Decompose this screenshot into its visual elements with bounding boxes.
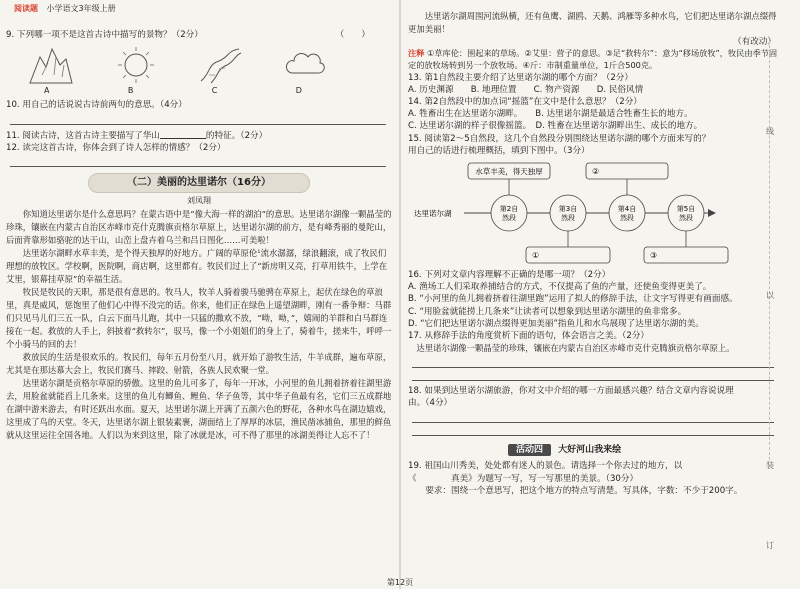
- activity-tag: 活动四: [508, 444, 551, 456]
- page-header: [14, 3, 116, 14]
- question-12: 12. 读完这首古诗，你体会到了诗人怎样的情感？（2分）: [6, 142, 226, 153]
- node-para-4: [609, 195, 645, 231]
- q10-answer-lines: [6, 112, 392, 125]
- q9-text: 9. 下列哪一项不是这首古诗中描写的景物？（2分）: [6, 30, 203, 40]
- q14-options-ab: A. 牲畜出生在达里诺尔湖畔。 B. 达里诺尔湖是最适合牲畜生长的地方。: [408, 109, 693, 120]
- q11-blank[interactable]: [160, 129, 206, 139]
- question-18: 18. 如果到达里诺尔湖旅游，你对文中介绍的哪一方面最感兴趣？结合文章内容说说理: [408, 386, 734, 397]
- option-d-label: D: [295, 86, 302, 96]
- river-icon: [197, 45, 243, 85]
- question-13: 13. 第1自然段主要介绍了达里诺尔湖的哪个方面？（2分）: [408, 72, 633, 83]
- q18-answer-lines: [408, 410, 780, 436]
- annotation-label: 注释: [408, 48, 425, 59]
- q9-option-images: [28, 45, 328, 85]
- passage-paragraph-2: 达里诺尔湖畔水草丰美，是个得天独厚的好地方。广阔的草原伦¹流水潺潺，绿浪翻滚，成了牧民们理想的放牧区。学校啊，医院啊，商店啊，这里都有。牧民们过上了“新房明又亮，打草用铁牛，上学在艾里，银幕挂草原”的幸福生活。: [6, 247, 388, 284]
- passage-paragraph-5: 达里诺尔湖是贡格尔草原的骄傲。这里的鱼儿可多了，每年一开冰，小河里的鱼儿拥着挤着往湖里游去，用脸盆就能舀上几条来。这里的鱼儿有鲫鱼、鲤鱼、华子鱼等，其中华子鱼最有名，它们三五成群地在湖中游来游去，有时还跃出水面。夏天，达里诺尔湖上开满了五颜六色的野花，各种水鸟在湖边嬉戏，这里成了鸟的天堂。冬天，达里诺尔湖上银装素裹，湖面结上了厚厚的冰层，渔民凿冰捕鱼，那里的鲜鱼就从这里运往全国各地。人们以为来到这里，除了冰就是冰，可不得了那里的冰湖美得让人忘不了！: [6, 377, 392, 440]
- q16-option-a: A. 渔场工人们采取养捕结合的方式，不仅提高了鱼的产量，还使鱼变得更美了。: [408, 282, 712, 293]
- q12-answer-lines: [6, 154, 392, 167]
- q13-options: A. 历史渊源 B. 地理位置 C. 物产资源 D. 民俗风情: [408, 84, 644, 95]
- top-box-1-text: 水草丰美，得天独厚: [475, 166, 543, 176]
- binding-mark-2: 以: [766, 291, 774, 300]
- mountain-icon: [28, 45, 74, 85]
- question-17: 17. 从修辞手法的角度赏析下面的语句，体会语言之美。（2分）: [408, 330, 650, 341]
- q15-mind-map: [408, 157, 780, 269]
- binding-line: [769, 40, 770, 460]
- passage-paragraph-3: 牧民是牧民的天职，那是很有意思的。牧马人，牧羊人骑着骏马驰骋在草原上，起伏在绿色的草浪里，真是威风，惩饱里了他们心中得不没完的话。你来，他们正在绿色上遥望湖畔，刚有一番争辩：马群们只见马儿们三五一队，白云下面马儿跑，其中一只猛的撒欢不放，“呦，呦，”，嬉闹的羊群和白马群连接在一起。救放的人手上，斜披着“救转尔”，驭马，像一个小姐姐们的身上了，骑着牛，搓来牛，呼呼一个小骑马的回的去！: [6, 286, 392, 349]
- option-b-label: B: [127, 86, 134, 96]
- node-para-5-text: 第5自然段: [676, 204, 696, 222]
- question-11: [6, 129, 392, 142]
- activity-title: 大好河山我来绘: [558, 444, 622, 455]
- author: 刘凤翔: [187, 196, 211, 206]
- option-c-label: C: [211, 86, 218, 96]
- passage-source: （有改动）: [733, 37, 776, 48]
- node-para-3-text: 第3自然段: [558, 204, 578, 222]
- question-19: 19. 祖国山川秀美，处处都有迷人的景色。请选择一个你去过的地方，以: [408, 461, 683, 472]
- question-10: 10. 用自己的话说说古诗前两句的意思。（4分）: [6, 99, 187, 110]
- q19-requirements: 要求：围绕一个意思写，把这个地方的特点写清楚。写具体，字数：不少于200字。: [425, 485, 743, 496]
- left-column: [6, 0, 392, 442]
- question-19-line2: 《 真美》为题写一写，写一写那里的美景。（30分）: [408, 473, 639, 484]
- q17-quote: 达里诺尔湖像一颗晶莹的珍珠，镶嵌在内蒙古自治区赤峰市克什克腾旗贡格尔草原上。: [416, 343, 735, 354]
- q16-option-c: C. “用脸盆就能捞上几条来”让读者可以想象到达里诺尔湖里的鱼非常多。: [408, 306, 687, 317]
- question-18-line2: 由。（4分）: [408, 398, 453, 409]
- question-16: 16. 下列对文章内容理解不正确的是哪一项？（2分）: [408, 269, 611, 280]
- header-title: 小学语文3年级上册: [46, 4, 116, 13]
- center-label: 达里诺尔湖: [414, 208, 452, 218]
- section-title: （二）美丽的达里诺尔（16分）: [88, 173, 310, 193]
- binding-mark-4: 订: [766, 541, 774, 550]
- bottom-box-1-label: ①: [532, 250, 540, 260]
- annotation: [408, 48, 780, 71]
- node-para-5: [668, 195, 704, 231]
- q11-text-post: 的特征。（2分）: [205, 130, 268, 141]
- question-14: 14. 第2自然段中的加点词“摇篮”在文中是什么意思？（2分）: [408, 96, 642, 107]
- node-para-2-text: 第2自然段: [499, 204, 519, 222]
- activity-4-heading: [508, 444, 780, 457]
- q11-text-pre: 11. 阅读古诗，这首古诗主要描写了华山: [6, 130, 160, 141]
- passage-paragraph-6: 达里诺尔湖周围河流纵横，还有鱼鹰、湖鸥、天鹅、鸿雁等多种水鸟，它们把达里诺尔湖点缀得更加美丽！: [408, 11, 777, 35]
- bottom-box-3-label: ③: [650, 250, 658, 260]
- question-15-line2: 用自己的话进行梳理概括，填到下图中。（3分）: [408, 145, 590, 156]
- node-para-2: [491, 195, 527, 231]
- binding-mark-1: 线: [766, 127, 774, 136]
- q16-option-d: D. “它们把达里诺尔湖点缀得更加美丽”指鱼儿和水鸟展现了达里诺尔湖的美。: [408, 318, 704, 329]
- node-para-3: [550, 195, 586, 231]
- q9-answer-paren: （ ）: [335, 30, 370, 40]
- passage-paragraph-4: 救放民的生活是很欢乐的。牧民们，每年五月份至八月，就开始了游牧生活，牛羊成群，遍布草原，尤其是在那达慕大会上，牧民们赛马、摔跤、射箭，各族人民欢聚一堂。: [6, 351, 392, 375]
- binding-mark-3: 装: [766, 461, 774, 470]
- q9-option-letters: [44, 85, 344, 96]
- right-column: [408, 0, 780, 497]
- passage-paragraph-1: 你知道达里诺尔是什么意思吗？在蒙古语中是“像大海一样的湖泊”的意思。达里诺尔湖像一颗晶莹的珍珠，镶嵌在内蒙古自治区赤峰市克什克腾旗贡格尔草原上，达里诺尔湖的前方，是有峰秀丽的曼陀山，后面背靠形如骆驼的达干山，山峦上盘卉着乌兰和吕日图化……可美啦！: [6, 208, 392, 245]
- top-box-2-label: ②: [592, 166, 600, 176]
- header-badge: 阅读题: [14, 4, 38, 13]
- q16-option-b: B. “小河里的鱼儿拥着挤着往湖里跑”运用了拟人的修辞手法，让文字写得更有画面感。: [408, 294, 738, 305]
- node-para-4-text: 第4自然段: [617, 204, 637, 222]
- page-number: 第12页: [386, 578, 414, 587]
- sun-icon: [113, 45, 159, 85]
- q17-answer-lines: [408, 355, 780, 381]
- q14-options-cd: C. 达里诺尔湖的样子很像摇篮。 D. 牲畜在达里诺尔湖畔出生、成长的地方。: [408, 121, 703, 132]
- cloud-icon: [282, 45, 328, 85]
- page-fold: [399, 0, 401, 589]
- annotation-text: ①草库伦：围起来的草场。②艾里：营子的意思。③足“救转尔”：意为“移场放牧”，牧民由季节固定的放牧场转到另一个放牧场。④斤：市制重量单位，1斤合500克。: [408, 48, 778, 70]
- question-9: [6, 29, 392, 41]
- option-a-label: A: [44, 86, 50, 96]
- question-15: 15. 阅读第2～5自然段，这几个自然段分别围绕达里诺尔湖的哪个方面来写的？: [408, 133, 711, 144]
